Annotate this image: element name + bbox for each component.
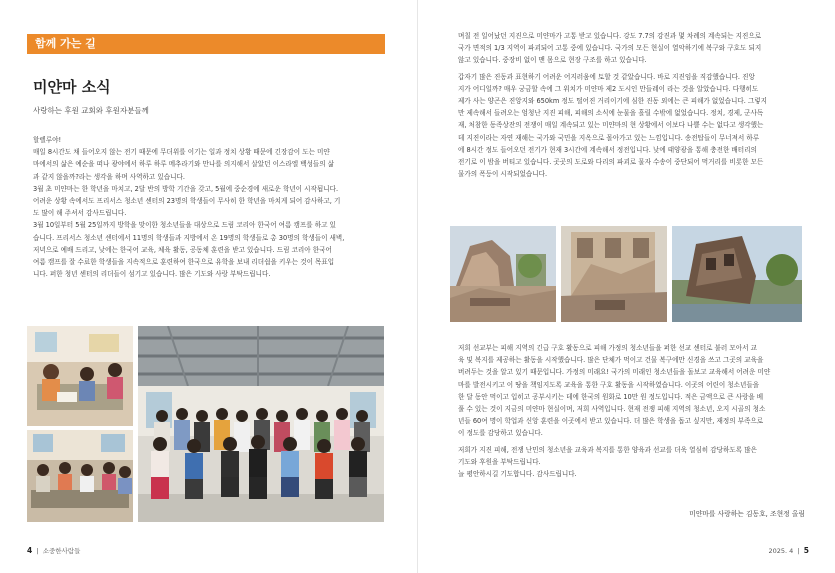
text-line: 갑자기 많은 진동과 표현하기 어려운 어지러움에 토할 것 같았습니다. 바로 지진임을 직감했습니다. 진앙 bbox=[458, 72, 755, 81]
text-line: 니다. 퍼한 청년 센터의 리더들이 섬기고 있습니다. 많은 기도와 사랑 부탁드립니다. bbox=[33, 270, 271, 279]
text-line: 한 달 동안 먹이고 입히고 공부시키는 데에 한국의 원화로 10만 원 정도입니다. 적은 금액으로 큰 사랑을 베 bbox=[458, 392, 764, 401]
text-line: 며칠 전 일어났던 지진으로 미얀마가 고통 받고 있습니다. 강도 7.7의 강진과 몇 차례의 계속되는 지진으로 bbox=[458, 32, 762, 40]
publication-title: 소중한사람들 bbox=[42, 547, 81, 555]
text-line: 과 같지 않을까?라는 생각을 하며 사역하고 있습니다. bbox=[33, 172, 185, 181]
text-line: 늘 평안하시길 기도합니다. 감사드립니다. bbox=[458, 470, 577, 479]
text-line: 도 많이 해 주셔서 감사드립니다. bbox=[33, 209, 127, 218]
section-banner: 함께 가는 길 bbox=[27, 34, 385, 54]
text-line: 이 정도를 감당하고 있습니다. bbox=[458, 429, 543, 438]
text-line: 데 지진이라는 자연 재해는 국가와 국민을 지옥으로 몰아가고 있는 느낌입니다. 송전탑들이 무너져서 하루 bbox=[458, 133, 760, 142]
left-body bbox=[33, 134, 385, 280]
text-line: 전기로 이 밤을 버티고 있습니다. 곳곳의 도로와 다리의 파괴로 물자 수송이 중단되어 먹거리를 비롯한 모든 bbox=[458, 158, 764, 167]
text-line: 3월 초 미얀마는 한 학년을 마치고, 2달 반의 방학 기간을 갖고, 5월에 중순경에 새로운 학년이 시작됩니다. bbox=[33, 184, 339, 193]
classroom-photo-2 bbox=[27, 430, 133, 522]
text-line: 습니다. 프리서스 청소년 센터에서 11명의 학생들과 지방에서 온 19명의 학생들로 총 30명의 학생들이 새벽, bbox=[33, 233, 345, 242]
text-line: 제가 사는 양곤은 진앙지와 650km 정도 떨어진 거리이기에 심한 진동 외에는 큰 피해가 없었습니다. 그렇지 bbox=[458, 97, 768, 106]
issue-date: 2025. 4 bbox=[768, 547, 794, 555]
text-line: 풀 수 있는 것이 지금의 미얀마 현실이며, 저희 사역입니다. 현재 전쟁 피해 지역의 청소년, 오지 시골의 청소 bbox=[458, 405, 766, 414]
right-body-bottom bbox=[458, 342, 816, 480]
text-line: 기도와 후원을 부탁드립니다. bbox=[458, 457, 541, 466]
earthquake-photo-1 bbox=[450, 226, 556, 322]
earthquake-photo-2 bbox=[561, 226, 667, 322]
classroom-photo-1 bbox=[27, 326, 133, 426]
text-line: 마에서의 삶은 예순을 떠나 광야에서 하루 하루 메추라기와 만나를 의지해서 살았던 이스라엘 백성들의 삶 bbox=[33, 160, 335, 169]
right-body-top bbox=[458, 30, 816, 180]
text-line: 매일 8시간도 채 들어오지 않는 전기 때문에 무더위를 이기는 일과 정치 상황 때문에 긴장감이 도는 미얀 bbox=[33, 148, 330, 157]
right-footer: 2025. 4 | 5 bbox=[768, 546, 809, 555]
text-line: 물가의 폭등이 시작되었습니다. bbox=[458, 170, 548, 179]
page-number: 4 bbox=[27, 546, 33, 555]
text-line: 육 및 복지를 제공하는 활동을 시작했습니다. 많은 단체가 먹이고 건물 복구에만 신경을 쓰고 그곳의 교육을 bbox=[458, 356, 764, 365]
right-page bbox=[418, 0, 835, 573]
group-photo bbox=[138, 326, 384, 522]
text-line: 저희가 지진 피해, 전쟁 난민의 청소년을 교육과 복지를 통한 양육과 선교를 더욱 열심히 감당하도록 많은 bbox=[458, 445, 757, 454]
page-subtitle: 사랑하는 후원 교회와 후원자분들께 bbox=[33, 106, 149, 115]
text-line: 어려운 상황 속에서도 프리서스 청소년 센터의 23명의 학생들이 무사히 한 학년을 마치게 되어 감사하고, 기 bbox=[33, 197, 341, 206]
text-line: 년들 60여 명이 학업과 신앙 훈련을 이곳에서 받고 있습니다. 더 많은 학생을 돕고 싶지만, 재정의 부족으로 bbox=[458, 417, 764, 426]
text-line: 만 제속해서 들려오는 엄청난 지진 피해, 피해의 소식에 눈물을 흘릴 수밖에 없었습니다. 정치, 경제, 군사독 bbox=[458, 109, 764, 118]
text-line: 재, 처참한 동족상잔의 전쟁이 매일 계속되고 있는 미얀마의 현 상황에서 이보다 나쁠 수는 없다고 생각했는 bbox=[458, 121, 764, 130]
page-title: 미얀마 소식 bbox=[33, 78, 111, 96]
text-line: 않고 있습니다. 중장비 없이 맨 몸으로 현장 구조를 하고 있습니다. bbox=[458, 56, 647, 65]
text-line: 지가 어디일까? 매우 궁금할 속에 그 위치가 미얀마 제2 도시인 만들레이 라는 것을 알았습니다. 다행히도 bbox=[458, 84, 759, 93]
earthquake-photo-3 bbox=[672, 226, 802, 322]
text-line: 할렐루야! bbox=[33, 136, 62, 144]
text-line: 저희 선교부는 피해 지역의 긴급 구호 활동으로 피해 가정의 청소년들을 퍼한 선교 센터로 불러 모아서 교 bbox=[458, 344, 757, 352]
text-line: 버려두는 것을 알고 있기 때문입니다. 가정의 미래요! 국가의 미래인 청소년들을 돌보고 교육해서 어려운 미얀 bbox=[458, 368, 771, 377]
text-line: 마를 발전시키고 이 땅을 책임지도록 교육을 통한 구호 활동을 시작하였습니다. 이곳의 어린이 청소년들을 bbox=[458, 380, 760, 389]
text-line: 3월 10일부터 5월 25일까지 방학을 맞이한 청소년들을 대상으로 드림 코리아 한국어 여름 캠프를 하고 있 bbox=[33, 221, 336, 230]
left-footer: 4 | 소중한사람들 bbox=[27, 546, 81, 555]
left-page bbox=[0, 0, 417, 573]
text-line: 여름 캠프를 잘 수료한 학생들을 지속적으로 훈련하여 한국으로 유학을 보내 리더쉽을 키우는 것이 목표입 bbox=[33, 258, 335, 267]
text-line: 저녁으로 예배 드리고, 낮에는 한국어 교육, 체육 활동, 공동체 훈련을 받고 있습니다. 드림 코리아 한국어 bbox=[33, 245, 332, 254]
text-line: 에 8시간 정도 들어오던 전기가 현재 3시간에 계속해서 정전입니다. 낮에 태양광을 통해 충전한 배터리의 bbox=[458, 145, 757, 154]
page-number: 5 bbox=[803, 546, 809, 555]
signature: 미얀마를 사랑하는 김동호, 조현정 올림 bbox=[689, 510, 805, 518]
text-line: 국가 면적의 1/3 지역이 파괴되어 고통 중에 있습니다. 국가의 모든 현실이 열악하기에 복구와 구호도 되지 bbox=[458, 44, 762, 53]
